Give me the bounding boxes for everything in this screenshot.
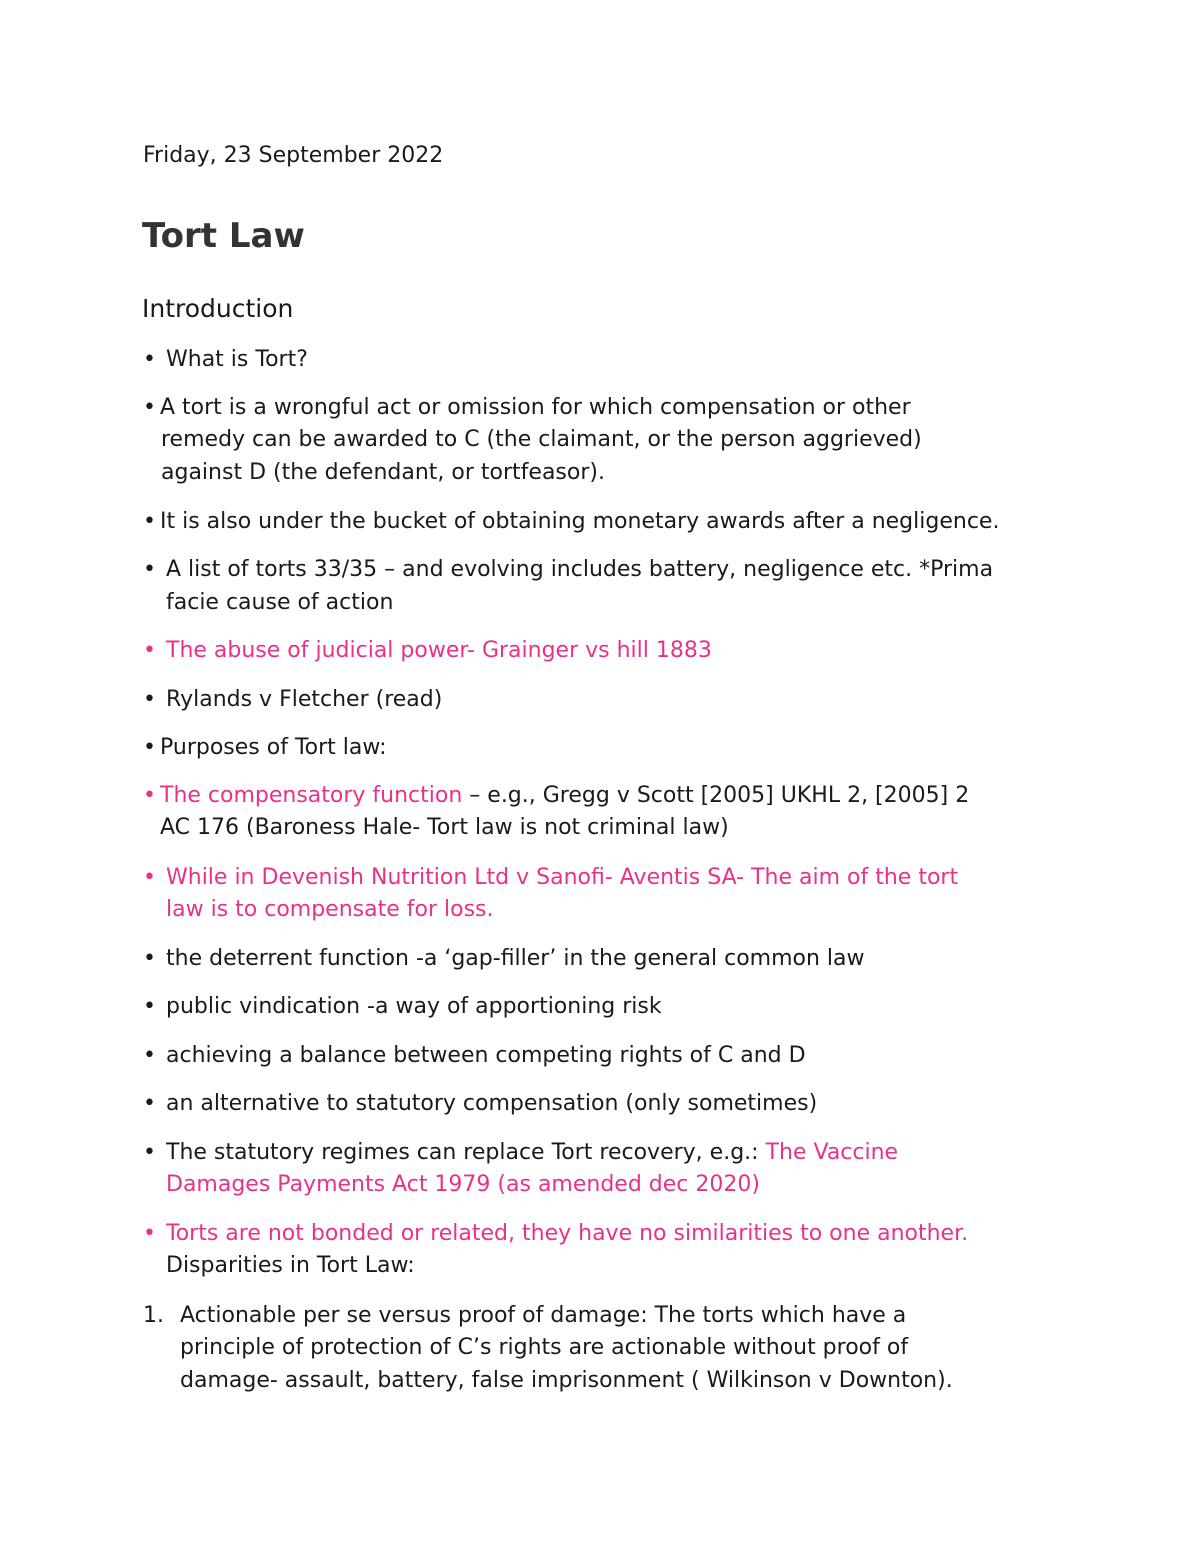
vaccine-act-label: The Vaccine [765,1140,899,1165]
bullet-icon: • [143,1091,156,1116]
list-item-devenish-line-2: law is to compensate for loss. [166,897,494,922]
document-date: Friday, 23 September 2022 [143,143,444,168]
statutory-regimes-text: The statutory regimes can replace Tort recovery, e.g.: [166,1140,766,1165]
list-item-statutory-line-2: Damages Payments Act 1979 (as amended dec 2020) [166,1172,760,1197]
numbered-item-line-3: damage- assault, battery, false imprisonment ( Wilkinson v Downton). [180,1368,953,1393]
list-item-rylands-v-fletcher: Rylands v Fletcher (read) [166,687,443,712]
bullet-icon: • [143,783,156,808]
list-item-list-of-torts-line-2: facie cause of action [166,590,394,615]
bullet-icon: • [143,687,156,712]
list-item-definition-line-1: A tort is a wrongful act or omission for which compensation or other [160,395,911,420]
compensatory-function-case: – e.g., Gregg v Scott [2005] UKHL 2, [2005] 2 [462,783,970,808]
list-item-public-vindication: public vindication -a way of apportioning risk [166,994,662,1019]
bullet-icon: • [143,1043,156,1068]
list-item-deterrent-function: the deterrent function -a ‘gap-filler’ in the general common law [166,946,865,971]
bullet-icon: • [143,735,156,760]
bullet-icon: • [143,1140,156,1165]
bullet-icon: • [143,509,156,534]
list-item-bucket: It is also under the bucket of obtaining monetary awards after a negligence. [160,509,1000,534]
list-item-definition-line-3: against D (the defendant, or tortfeasor). [161,460,605,485]
bullet-icon: • [143,638,156,663]
bullet-icon: • [143,395,156,420]
list-item-balance: achieving a balance between competing rights of C and D [166,1043,806,1068]
list-item-what-is-tort: What is Tort? [166,347,308,372]
numbered-item-line-2: principle of protection of C’s rights are actionable without proof of [180,1335,909,1360]
list-item-disparities: Disparities in Tort Law: [166,1253,415,1278]
list-item-abuse-of-judicial-power: The abuse of judicial power- Grainger vs hill 1883 [166,638,712,663]
list-item-statutory-line-1 [166,1137,898,1170]
list-item-definition-line-2: remedy can be awarded to C (the claimant, or the person aggrieved) [161,427,922,452]
compensatory-function-label: The compensatory function [160,783,463,808]
page-title: Tort Law [142,216,305,256]
list-item-list-of-torts-line-1: A list of torts 33/35 – and evolving includes battery, negligence etc. *Prima [166,557,994,582]
list-item-devenish-line-1: While in Devenish Nutrition Ltd v Sanofi- Aventis SA- The aim of the tort [166,865,959,890]
bullet-icon: • [143,946,156,971]
bullet-icon: • [143,994,156,1019]
list-item-alternative: an alternative to statutory compensation (only sometimes) [166,1091,818,1116]
bullet-icon: • [143,865,156,890]
list-number: 1. [143,1303,164,1328]
list-item-not-bonded: Torts are not bonded or related, they have no similarities to one another. [166,1221,969,1246]
section-heading: Introduction [142,294,294,323]
bullet-icon: • [143,1221,156,1246]
list-item-compensatory-line-2: AC 176 (Baroness Hale- Tort law is not criminal law) [160,815,729,840]
bullet-icon: • [143,557,156,582]
numbered-item-line-1: Actionable per se versus proof of damage: The torts which have a [180,1303,907,1328]
bullet-icon: • [143,347,156,372]
list-item-purposes: Purposes of Tort law: [160,735,387,760]
list-item-compensatory-line-1 [160,780,969,813]
